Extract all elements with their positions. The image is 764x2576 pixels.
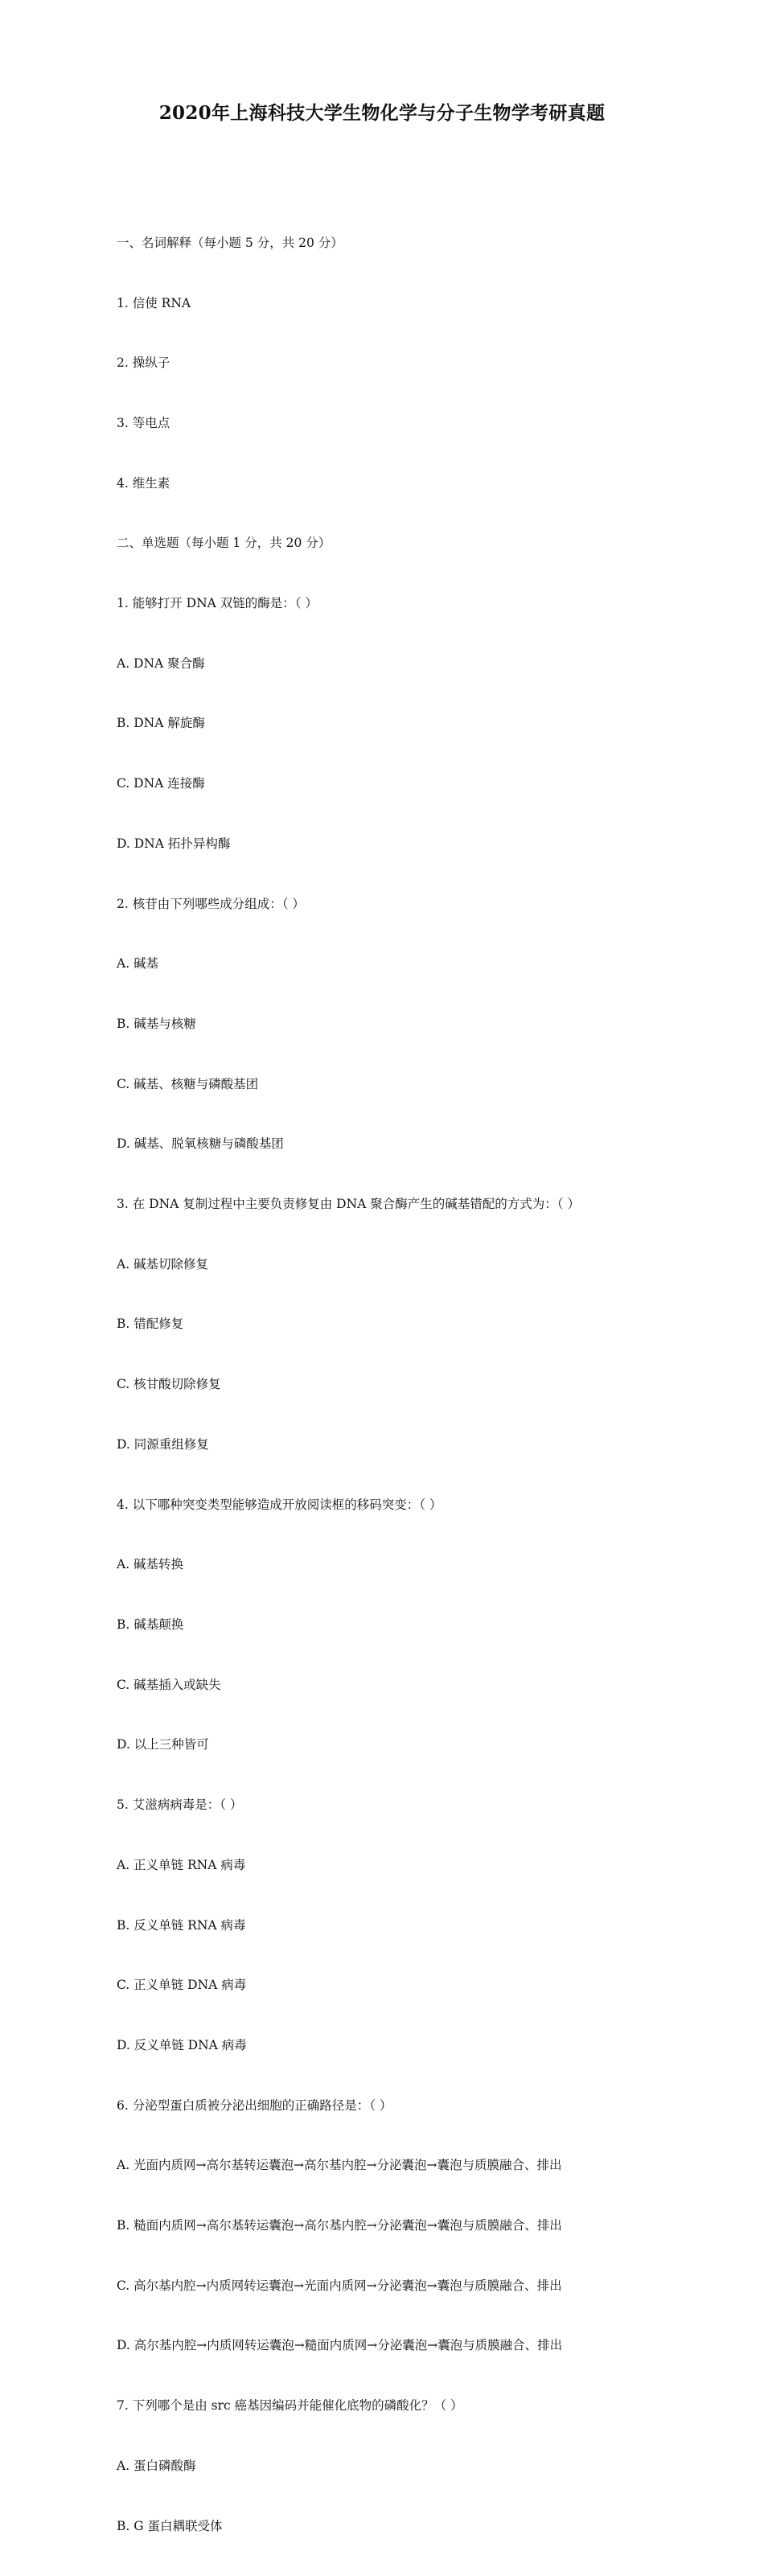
answer-option: A. 碱基切除修复 — [117, 1256, 209, 1272]
answer-option: C. 高尔基内腔→内质网转运囊泡→光面内质网→分泌囊泡→囊泡与质膜融合、排出 — [117, 2278, 562, 2293]
answer-option: D. 反义单链 DNA 病毒 — [117, 2037, 247, 2052]
answer-option: C. 碱基插入或缺失 — [117, 1677, 221, 1692]
term-item: 2. 操纵子 — [117, 355, 170, 371]
document-body — [117, 193, 672, 2576]
question-text: 5. 艾滋病病毒是：（ ） — [117, 1797, 243, 1813]
answer-option: A. 碱基 — [117, 956, 159, 972]
answer-option: C. DNA 连接酶 — [117, 776, 205, 791]
answer-option: D. DNA 拓扑异构酶 — [117, 836, 231, 851]
answer-option: A. 光面内质网→高尔基转运囊泡→高尔基内腔→分泌囊泡→囊泡与质膜融合、排出 — [117, 2158, 562, 2173]
term-item: 1. 信使 RNA — [117, 295, 191, 310]
answer-option: D. 以上三种皆可 — [117, 1737, 209, 1752]
answer-option: A. DNA 聚合酶 — [117, 655, 205, 671]
answer-option: B. 错配修复 — [117, 1317, 184, 1332]
answer-option: A. 碱基转换 — [117, 1557, 184, 1572]
question-text: 7. 下列哪个是由 src 癌基因编码并能催化底物的磷酸化？（ ） — [117, 2398, 463, 2414]
answer-option: A. 正义单链 RNA 病毒 — [117, 1857, 246, 1872]
answer-option: C. 正义单链 DNA 病毒 — [117, 1978, 247, 1993]
question-text: 1. 能够打开 DNA 双链的酶是：（ ） — [117, 596, 318, 611]
answer-option: D. 高尔基内腔→内质网转运囊泡→糙面内质网→分泌囊泡→囊泡与质膜融合、排出 — [117, 2338, 563, 2353]
answer-option: B. 碱基与核糖 — [117, 1016, 196, 1031]
section-heading-single-choice: 二、单选题（每小题 1 分，共 20 分） — [117, 536, 331, 551]
answer-option: A. 蛋白磷酸酶 — [117, 2458, 196, 2473]
answer-option: B. 碱基颠换 — [117, 1617, 184, 1632]
term-item: 3. 等电点 — [117, 415, 170, 430]
section-heading-terms: 一、名词解释（每小题 5 分，共 20 分） — [117, 235, 343, 250]
answer-option: C. 碱基、核糖与磷酸基团 — [117, 1076, 259, 1091]
answer-option: B. G 蛋白耦联受体 — [117, 2518, 223, 2533]
question-text: 2. 核苷由下列哪些成分组成：（ ） — [117, 896, 305, 911]
answer-option: B. 反义单链 RNA 病毒 — [117, 1917, 246, 1933]
answer-option: B. DNA 解旋酶 — [117, 716, 205, 731]
answer-option: D. 碱基、脱氧核糖与磷酸基团 — [117, 1136, 284, 1152]
question-text: 4. 以下哪种突变类型能够造成开放阅读框的移码突变：（ ） — [117, 1497, 442, 1512]
document-title: 2020年上海科技大学生物化学与分子生物学考研真题 — [158, 102, 606, 124]
term-item: 4. 维生素 — [117, 475, 170, 491]
answer-option: D. 同源重组修复 — [117, 1436, 209, 1452]
answer-option: C. 核甘酸切除修复 — [117, 1377, 221, 1392]
question-text: 6. 分泌型蛋白质被分泌出细胞的正确路径是：（ ） — [117, 2097, 392, 2113]
answer-option: B. 糙面内质网→高尔基转运囊泡→高尔基内腔→分泌囊泡→囊泡与质膜融合、排出 — [117, 2218, 562, 2233]
question-text: 3. 在 DNA 复制过程中主要负责修复由 DNA 聚合酶产生的碱基错配的方式为：（ ） — [117, 1197, 580, 1212]
